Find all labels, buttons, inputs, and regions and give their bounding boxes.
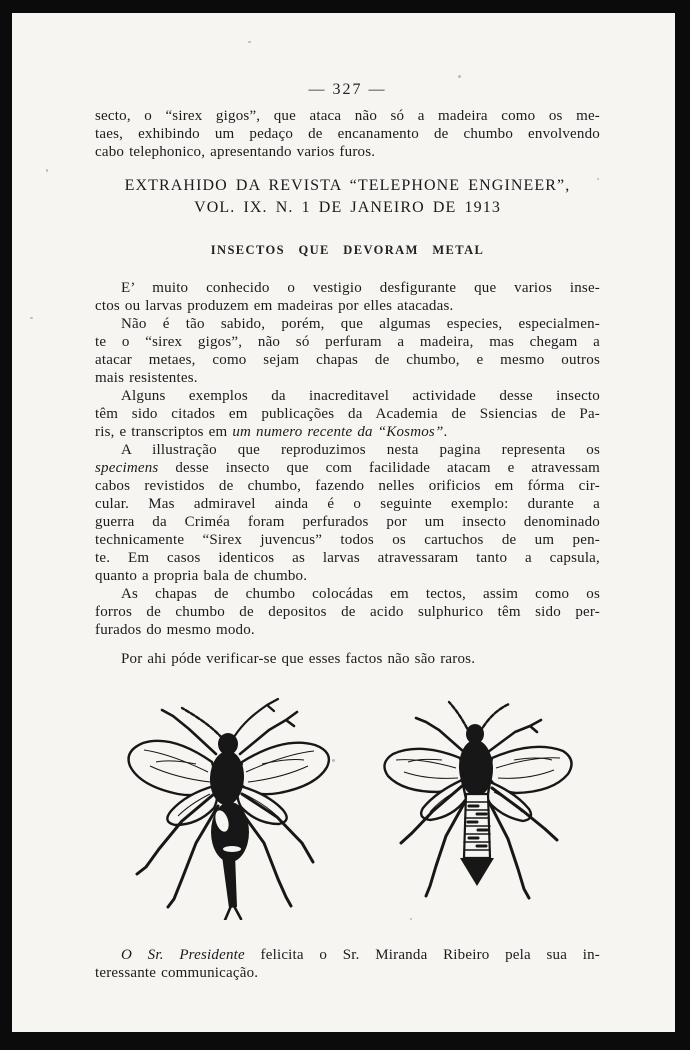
text-line	[95, 495, 600, 513]
text-line	[95, 603, 600, 621]
text-line	[95, 107, 600, 125]
text-segment: atacar metaes, como sejam chapas de chumbo, e mesmo outros	[95, 352, 600, 368]
text-segment: cular. Mas admiravel ainda é o seguinte exemplo: durante a	[95, 496, 600, 512]
paragraph-3	[95, 387, 600, 441]
text-segment: secto, o “sirex gigos”, que ataca não só a madeira como os me-	[95, 108, 600, 124]
text-segment: E’ muito conhecido o vestigio desfigurante que varios inse-	[121, 280, 600, 296]
text-segment: As chapas de chumbo colocádas em tectos, assim como os	[121, 586, 600, 602]
text-segment: Não é tão sabido, porém, que algumas especies, especialmen-	[121, 316, 600, 332]
source-heading-line2: VOL. IX. N. 1 DE JANEIRO DE 1913	[194, 199, 501, 216]
italic-text-segment: O Sr. Presidente	[121, 947, 245, 963]
text-line	[95, 513, 600, 531]
scan-speck	[597, 178, 599, 180]
text-segment: A illustração que reproduzimos nesta pagina representa os	[121, 442, 600, 458]
text-segment: forros de chumbo de depositos de acido sulphurico têm sido per-	[95, 604, 600, 620]
text-line	[95, 387, 600, 405]
text-line	[95, 946, 600, 964]
text-line	[95, 279, 600, 297]
text-segment: têm sido citados em publicações da Academia de Ssiencias de Pa-	[95, 406, 600, 422]
text-line	[95, 585, 600, 603]
text-segment: desse insecto que com facilidade atacam e atravessam	[158, 460, 600, 476]
text-line	[95, 549, 600, 567]
paragraph-5	[95, 585, 600, 639]
document-page	[12, 13, 675, 1032]
text-segment: technicamente “Sirex juvencus” todos os cartuchos de um pen-	[95, 532, 600, 548]
text-line	[95, 477, 600, 495]
text-line	[95, 423, 600, 441]
text-segment: te o “sirex gigos”, não só perfuram a madeira, mas chegam a	[95, 334, 600, 350]
text-line	[95, 297, 600, 315]
scan-speck	[248, 41, 251, 43]
text-segment: taes, exhibindo um pedaço de encanamento de chumbo envolvendo	[95, 126, 600, 142]
text-segment: .	[443, 424, 448, 440]
page-number: — 327 —	[308, 81, 387, 98]
text-line	[95, 567, 600, 585]
text-line	[95, 333, 600, 351]
source-heading	[95, 175, 600, 219]
closing-paragraph	[95, 946, 600, 982]
text-line	[95, 459, 600, 477]
text-segment: teressante communicação.	[95, 965, 259, 981]
text-line	[95, 650, 600, 668]
text-line	[95, 143, 600, 161]
text-line	[95, 405, 600, 423]
source-heading-line1: EXTRAHIDO DA REVISTA “TELEPHONE ENGINEER”,	[124, 177, 571, 194]
italic-text-segment: um numero recente da “Kosmos”	[232, 424, 444, 440]
scan-speck	[332, 759, 335, 762]
scan-speck	[30, 317, 33, 319]
text-segment: cabos revistidos de chumbo, fazendo nelles orificios em fórma cir-	[95, 478, 600, 494]
text-segment: Por ahi póde verificar-se que esses factos não são raros.	[121, 651, 476, 667]
paragraph-1	[95, 279, 600, 315]
article-body	[95, 279, 600, 668]
text-line	[95, 351, 600, 369]
text-segment: cabo telephonico, apresentando varios furos.	[95, 144, 376, 160]
text-segment: quanto a propria bala de chumbo.	[95, 568, 308, 584]
paragraph-intro	[95, 107, 600, 161]
text-line	[95, 964, 600, 982]
text-line	[95, 531, 600, 549]
text-segment: guerra da Criméa foram perfurados por um insecto denominado	[95, 514, 600, 530]
scan-speck	[410, 918, 412, 920]
paragraph-6	[95, 650, 600, 668]
text-segment: felicita o Sr. Miranda Ribeiro pela sua in-	[244, 947, 600, 963]
text-line	[95, 441, 600, 459]
text-line	[95, 621, 600, 639]
text-segment: Alguns exemplos da inacreditavel actividade desse insecto	[121, 388, 600, 404]
text-segment: mais resistentes.	[95, 370, 198, 386]
paragraph-2	[95, 315, 600, 387]
article-title: INSECTOS QUE DEVORAM METAL	[210, 243, 485, 257]
text-segment: ris, e transcriptos em	[95, 424, 233, 440]
insect-left-illustration	[116, 694, 340, 920]
scan-speck	[46, 169, 48, 172]
italic-text-segment: specimens	[95, 460, 159, 476]
text-segment: ctos ou larvas produzem em madeiras por elles atacadas.	[95, 298, 454, 314]
scan-speck	[458, 75, 461, 78]
paragraph-4	[95, 441, 600, 585]
text-line	[95, 369, 600, 387]
text-line	[95, 315, 600, 333]
text-segment: furados do mesmo modo.	[95, 622, 255, 638]
insect-right-illustration	[376, 700, 580, 906]
text-segment: te. Em casos identicos as larvas atravessaram tanto a capsula,	[95, 550, 600, 566]
insect-figures	[95, 694, 600, 920]
text-line	[95, 125, 600, 143]
